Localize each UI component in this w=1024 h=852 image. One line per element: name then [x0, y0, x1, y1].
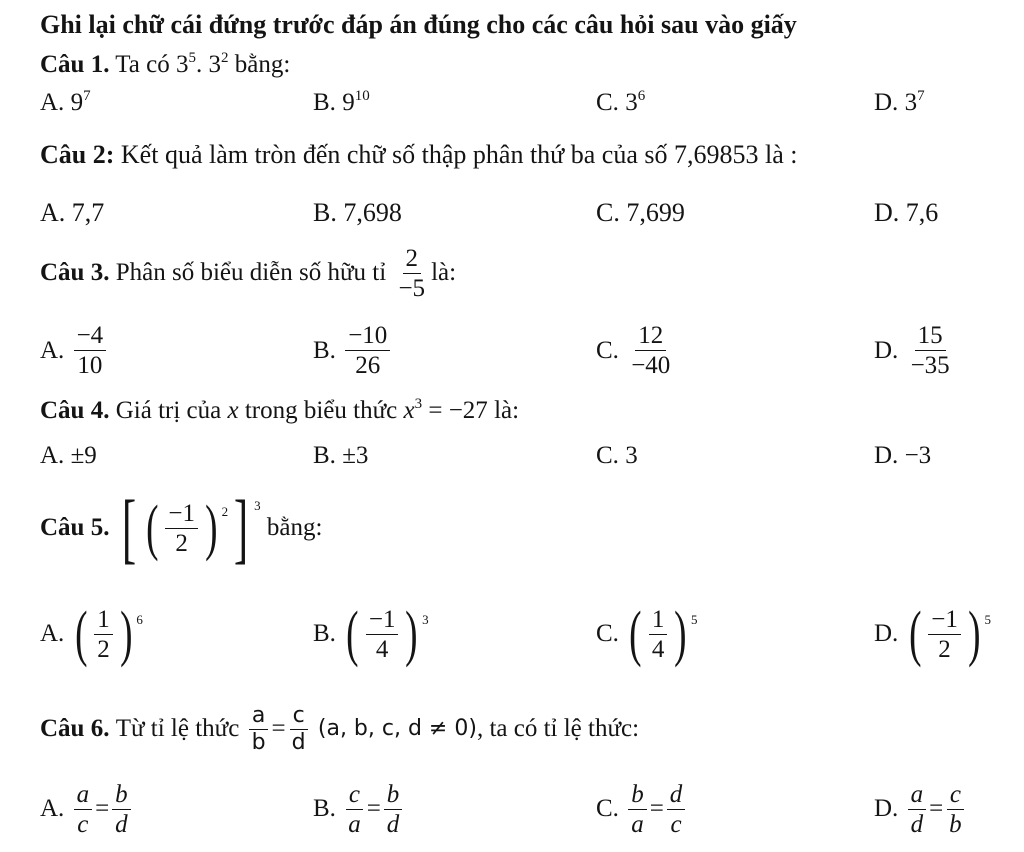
q3-option-c[interactable]: [596, 323, 676, 378]
q4-option-d[interactable]: [874, 441, 931, 471]
dot: .: [196, 51, 203, 78]
option-value: ±9: [70, 442, 97, 469]
numerator: −1: [165, 501, 198, 529]
option-value: ±3: [342, 442, 369, 469]
numerator: b: [384, 782, 403, 810]
option-letter: B.: [313, 442, 336, 469]
option-exponent: 5: [691, 612, 698, 627]
q3-option-b[interactable]: [313, 323, 393, 378]
option-letter: D.: [874, 795, 899, 822]
option-fraction: [74, 323, 107, 378]
option-letter: C.: [596, 442, 619, 469]
option-base: 9: [70, 89, 84, 116]
option-letter: B.: [313, 620, 336, 647]
numerator: c: [947, 782, 964, 810]
option-exponent: 6: [136, 612, 143, 627]
denominator: 2: [97, 635, 110, 663]
option-value: 7,6: [905, 198, 939, 227]
base: 3: [208, 51, 221, 78]
numerator: 1: [649, 607, 668, 635]
q2-option-d[interactable]: [874, 198, 938, 228]
question-4-text-end: là:: [494, 397, 520, 424]
right-paren: ): [205, 494, 218, 562]
inner-exponent: 2: [221, 504, 229, 519]
option-letter: A.: [40, 620, 65, 647]
option-fraction: [366, 607, 399, 662]
q6-option-c[interactable]: [596, 778, 688, 840]
denominator: d: [910, 810, 924, 838]
question-1-label: Câu 1.: [40, 51, 110, 78]
option-letter: B.: [313, 336, 336, 364]
q5-option-b[interactable]: [313, 598, 429, 670]
option-fraction-right: [112, 782, 131, 837]
numerator: 12: [635, 323, 666, 351]
numerator: −10: [345, 323, 390, 351]
question-1-text-end: bằng:: [234, 51, 291, 78]
left-paren: (: [346, 600, 359, 668]
denominator: b: [949, 810, 962, 838]
q6-option-b[interactable]: [313, 778, 405, 840]
q4-option-c[interactable]: [596, 441, 638, 471]
question-6-text-end: , ta có tỉ lệ thức:: [476, 715, 640, 742]
option-letter: C.: [596, 795, 619, 822]
option-letter: C.: [596, 336, 619, 364]
question-2-text: Kết quả làm tròn đến chữ số thập phân thứ ba của số 7,69853 là :: [120, 140, 798, 169]
option-fraction: [908, 323, 953, 378]
option-letter: A.: [40, 336, 65, 364]
question-3-text-end: là:: [431, 259, 457, 286]
option-exponent: 6: [637, 88, 646, 104]
option-value: −3: [904, 442, 932, 469]
q4-option-b[interactable]: [313, 441, 368, 471]
option-fraction-right: [384, 782, 403, 837]
denominator: 4: [375, 635, 389, 663]
q2-option-b[interactable]: [313, 198, 402, 228]
right-paren: ): [119, 600, 133, 668]
option-fraction: [94, 607, 113, 662]
denominator: 2: [938, 635, 951, 663]
equals-sign: =: [95, 795, 110, 822]
denominator: 26: [355, 352, 381, 379]
question-4: [40, 396, 519, 426]
equals-sign: =: [366, 795, 381, 822]
q5-option-d[interactable]: [874, 598, 991, 670]
numerator: 15: [915, 323, 946, 351]
right-bracket: ]: [233, 484, 249, 571]
q6-option-a[interactable]: [40, 778, 134, 840]
left-paren: (: [629, 600, 642, 668]
equals-sign: =: [271, 715, 286, 742]
option-letter: C.: [596, 620, 619, 647]
numerator: c: [290, 705, 308, 730]
option-value: 7,7: [71, 198, 105, 227]
numerator: −4: [74, 323, 107, 351]
question-5: [40, 480, 322, 576]
option-power: [71, 600, 143, 668]
exponent: 2: [221, 50, 229, 66]
numerator: 1: [94, 607, 113, 635]
question-5-text-end: bằng:: [266, 514, 323, 541]
numerator: a: [908, 782, 927, 810]
option-fraction: [928, 607, 961, 662]
denominator: b: [251, 729, 266, 755]
option-fraction-left: [908, 782, 927, 837]
option-value: 7,698: [343, 198, 402, 227]
option-letter: D.: [874, 198, 900, 227]
question-5-label: Câu 5.: [40, 514, 110, 541]
condition: (a, b, c, d ≠ 0): [317, 716, 477, 741]
expression-exponent: 3: [414, 396, 423, 412]
question-2-label: Câu 2:: [40, 140, 115, 169]
left-bracket: [: [121, 484, 136, 571]
q5-option-c[interactable]: [596, 598, 698, 670]
question-6-label: Câu 6.: [40, 715, 110, 742]
option-exponent: 10: [354, 88, 370, 104]
question-1: [40, 50, 290, 80]
denominator: 2: [175, 529, 188, 557]
q2-option-a[interactable]: [40, 198, 104, 228]
option-power: [625, 600, 698, 668]
ratio-fraction-2: [289, 702, 309, 755]
cropped-previous-line: [0, 0, 1024, 6]
option-exponent: 3: [422, 612, 429, 627]
q1-option-c[interactable]: [596, 88, 645, 118]
question-4-text-mid: trong biểu thức: [244, 397, 398, 424]
option-letter: C.: [596, 198, 620, 227]
numerator: −1: [366, 607, 399, 635]
numerator: b: [112, 782, 131, 810]
equals-sign: =: [929, 795, 944, 822]
numerator: b: [628, 782, 647, 810]
option-letter: B.: [313, 795, 336, 822]
denominator: a: [348, 810, 361, 838]
denominator: c: [77, 810, 89, 838]
right-paren: ): [967, 600, 981, 668]
denominator: d: [115, 810, 128, 838]
option-base: 9: [342, 89, 355, 116]
option-value: 3: [625, 442, 638, 469]
numerator: −1: [928, 607, 961, 635]
q5-option-a[interactable]: [40, 598, 143, 670]
option-fraction-right: [946, 782, 965, 837]
option-letter: C.: [596, 89, 619, 116]
q1-option-d[interactable]: [874, 88, 925, 118]
question-3-text: Phân số biểu diễn số hữu tỉ: [115, 259, 387, 286]
denominator: 4: [651, 635, 665, 663]
option-fraction-left: [345, 782, 364, 837]
q3-option-d[interactable]: [874, 323, 956, 378]
denominator: c: [670, 810, 682, 838]
question-1-text: Ta có: [115, 51, 170, 78]
denominator: −35: [910, 352, 950, 379]
q4-option-a[interactable]: [40, 441, 97, 471]
option-exponent: 5: [984, 612, 991, 627]
option-letter: A.: [40, 198, 66, 227]
option-fraction-left: [628, 782, 647, 837]
q1-option-b[interactable]: [313, 88, 370, 118]
left-paren: (: [145, 494, 159, 562]
numerator: d: [667, 782, 686, 810]
denominator: d: [386, 810, 400, 838]
equals-sign: =: [649, 795, 664, 822]
ratio-fraction-1: [249, 702, 269, 755]
option-base: 3: [904, 89, 918, 116]
option-fraction-left: [74, 782, 93, 837]
option-letter: D.: [874, 442, 899, 469]
denominator: d: [291, 729, 306, 755]
instruction-header: Ghi lại chữ cái đứng trước đáp án đúng cho các câu hỏi sau vào giấy: [40, 10, 797, 39]
variable-x: x: [227, 397, 239, 424]
option-fraction: [345, 323, 390, 378]
option-power: [342, 600, 429, 668]
right-paren: ): [405, 600, 418, 668]
left-paren: (: [908, 600, 922, 668]
option-base: 3: [625, 89, 638, 116]
q3-option-a[interactable]: [40, 323, 109, 378]
exponent: 5: [188, 50, 196, 66]
question-3-fraction: [395, 246, 428, 301]
denominator: −5: [398, 274, 426, 302]
right-paren: ): [674, 600, 687, 668]
option-fraction: [649, 607, 668, 662]
denominator: a: [631, 810, 644, 838]
denominator: 10: [77, 352, 103, 379]
denominator: −40: [631, 352, 671, 379]
left-paren: (: [74, 600, 88, 668]
question-3: [40, 245, 456, 301]
question-3-label: Câu 3.: [40, 259, 110, 286]
expression-variable: x: [403, 397, 415, 424]
option-letter: B.: [313, 198, 337, 227]
option-power: [905, 600, 991, 668]
question-1-power-2: [209, 51, 229, 78]
option-letter: B.: [313, 89, 336, 116]
option-letter: A.: [40, 795, 65, 822]
question-6-text: Từ tỉ lệ thức: [115, 715, 240, 742]
q6-option-d[interactable]: [874, 778, 968, 840]
numerator: 2: [403, 246, 422, 274]
question-6: [40, 698, 639, 760]
option-letter: D.: [874, 620, 899, 647]
option-letter: A.: [40, 89, 65, 116]
option-letter: D.: [874, 89, 899, 116]
option-fraction: [628, 323, 673, 378]
expression-fraction: [165, 501, 198, 556]
base: 3: [176, 51, 189, 78]
option-fraction-right: [667, 782, 686, 837]
question-1-power-1: [176, 51, 196, 78]
q1-option-a[interactable]: [40, 88, 91, 118]
question-4-label: Câu 4.: [40, 397, 110, 424]
option-letter: D.: [874, 336, 899, 364]
option-value: 7,699: [626, 198, 685, 227]
question-4-text: Giá trị của: [115, 397, 222, 424]
q2-option-c[interactable]: [596, 198, 685, 228]
option-exponent: 7: [917, 88, 925, 104]
expression-rest: = −27: [422, 397, 488, 424]
option-exponent: 7: [83, 88, 91, 104]
numerator: a: [249, 705, 268, 730]
option-letter: A.: [40, 442, 65, 469]
question-5-expression: [116, 484, 261, 571]
question-2: [40, 140, 798, 170]
outer-exponent: 3: [254, 498, 261, 513]
question-4-expression: [404, 397, 488, 424]
numerator: a: [74, 782, 93, 810]
numerator: c: [346, 782, 363, 810]
